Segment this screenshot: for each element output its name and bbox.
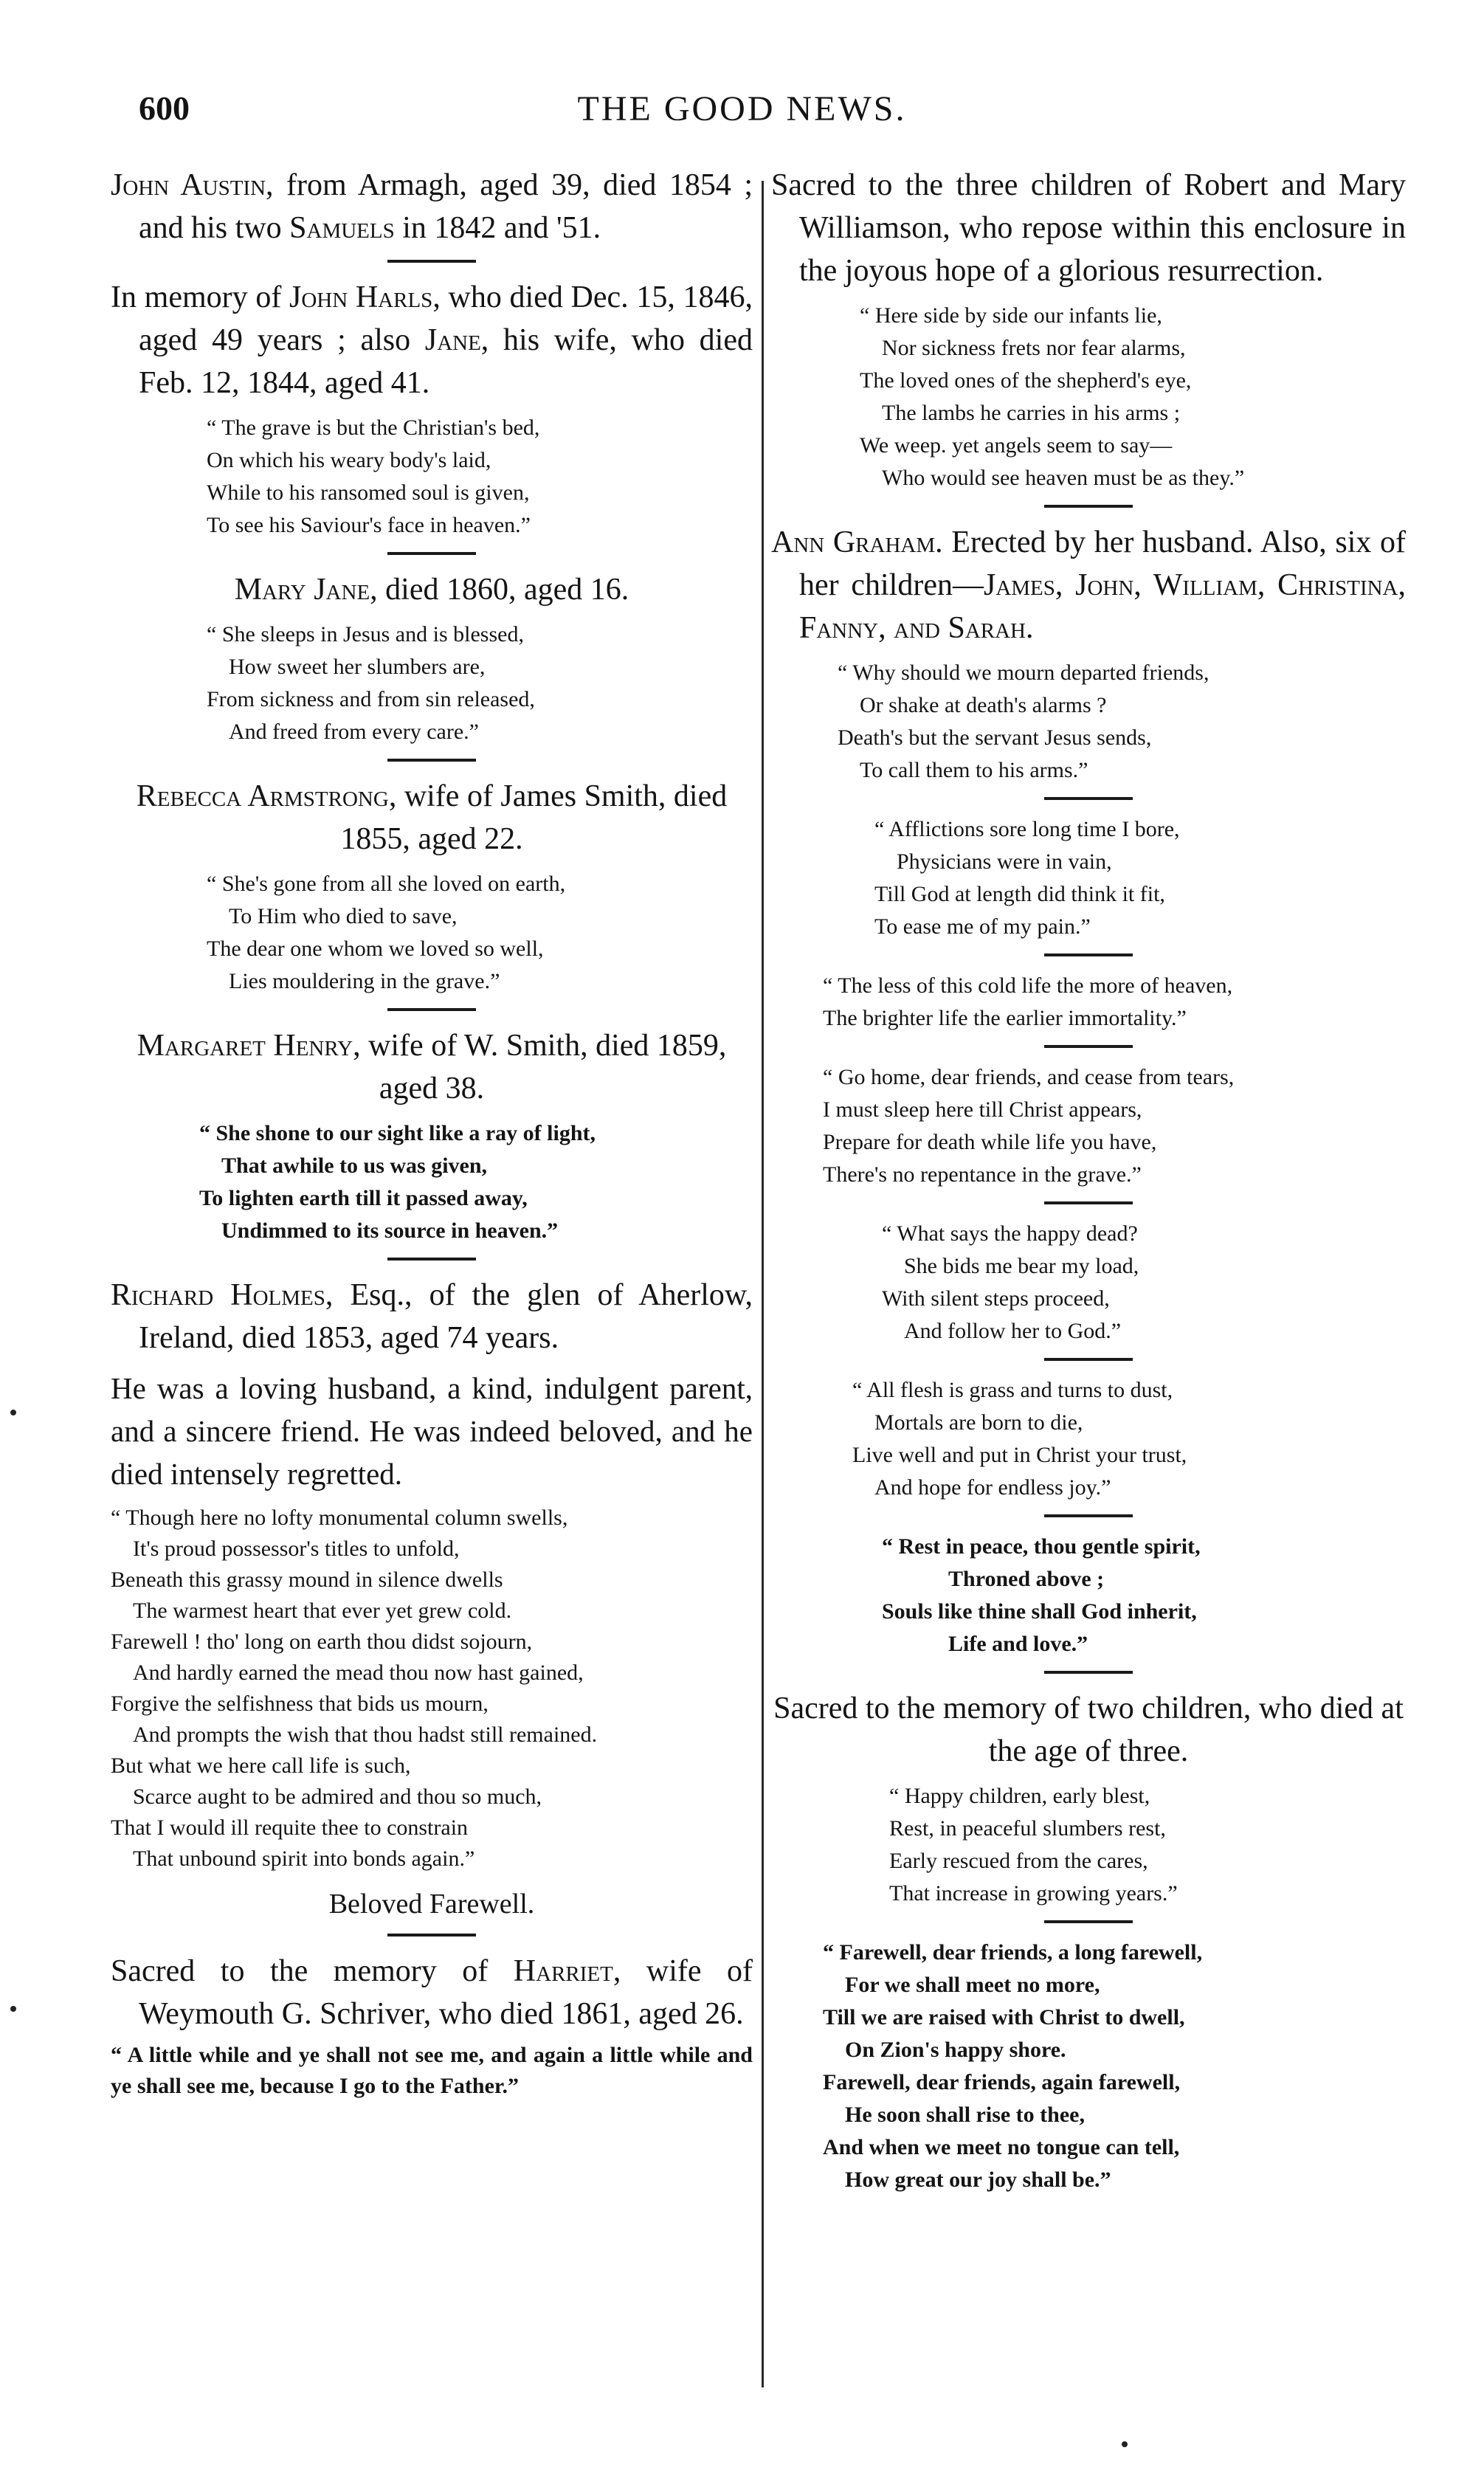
verse-all-flesh: “ All flesh is grass and turns to dust, Mortals are born to die, Live well and put in Christ your trust, And hope for endless joy.”	[852, 1378, 1187, 1500]
separator-rule	[387, 552, 476, 555]
entry-ann-graham: Ann Graham. Erected by her husband. Also, six of her children—James, John, William, Christina, Fanny, and Sarah.	[771, 525, 1406, 645]
entry-john-austin: John Austin, from Armagh, aged 39, died 1854 ; and his two Samuels in 1842 and '51.	[111, 168, 753, 245]
verse-richard-holmes: “ Though here no lofty monumental column swells, It's proud possessor's titles to unfold, Beneath this grassy mound in silence dwells The warmest heart that ever yet grew cold. Farewell ! tho' long on earth thou didst sojourn, And hardly earned the mead thou now hast gained, Forgive the selfishness that bids us mourn, And prompts the wish that thou hadst still remained. But what we here call life is such, Scarce aught to be admired and thou so much, That I would ill requite thee to constrain That unbound spirit into bonds again.”	[111, 1506, 598, 1871]
entry-john-harls: In memory of John Harls, who died Dec. 15, 1846, aged 49 years ; also Jane, his wife, who died Feb. 12, 1844, aged 41.	[111, 280, 753, 400]
section-title-beloved-farewell: Beloved Farewell.	[328, 1889, 535, 1920]
separator-rule	[1044, 1358, 1133, 1361]
tribute-paragraph: He was a loving husband, a kind, indulgent parent, and a sincere friend. He was indeed beloved, and he died intensely regretted.	[111, 1371, 753, 1491]
separator-rule	[1044, 953, 1133, 956]
margin-speck	[10, 2006, 16, 2012]
entry-richard-holmes: Richard Holmes, Esq., of the glen of Aherlow, Ireland, died 1853, aged 74 years.	[111, 1278, 753, 1355]
left-column	[111, 164, 753, 2106]
separator-rule	[1044, 1201, 1133, 1204]
entry-margaret-henry: Margaret Henry, wife of W. Smith, died 1859, aged 38.	[137, 1029, 727, 1106]
verse-afflictions: “ Afflictions sore long time I bore, Physicians were in vain, Till God at length did think it fit, To ease me of my pain.”	[874, 817, 1180, 939]
right-column	[771, 164, 1406, 2201]
separator-rule	[1044, 1514, 1133, 1517]
entry-two-children: Sacred to the memory of two children, who died at the age of three.	[773, 1691, 1404, 1768]
entry-williamson-children: Sacred to the three children of Robert and Mary Williamson, who repose within this enclosure in the joyous hope of a glorious resurrection.	[771, 168, 1406, 288]
separator-rule	[1044, 505, 1133, 508]
quote-harriet: “ A little while and ye shall not see me, and again a little while and ye shall see me, because I go to the Father.”	[111, 2043, 753, 2098]
verse-williamson: “ Here side by side our infants lie, Nor sickness frets nor fear alarms, The loved ones of the shepherd's eye, The lambs he carries in his arms ; We weep. yet angels seem to say— Who would see heaven must be as they.”	[860, 303, 1245, 490]
margin-speck	[10, 1410, 16, 1415]
running-title: THE GOOD NEWS.	[577, 89, 907, 128]
separator-rule	[387, 260, 476, 263]
verse-rebecca-armstrong: “ She's gone from all she loved on earth, To Him who died to save, The dear one whom we loved so well, Lies mouldering in the grave.”	[207, 872, 566, 993]
verse-john-harls: “ The grave is but the Christian's bed, On which his weary body's laid, While to his ransomed soul is given, To see his Saviour's face in heaven.”	[207, 415, 540, 537]
separator-rule	[387, 1934, 476, 1937]
page-header	[0, 89, 1484, 148]
margin-speck	[1122, 2441, 1128, 2447]
verse-ann-graham: “ Why should we mourn departed friends, Or shake at death's alarms ? Death's but the servant Jesus sends, To call them to his arms.”	[838, 661, 1209, 782]
entry-mary-jane: Mary Jane, died 1860, aged 16.	[234, 573, 629, 607]
separator-rule	[1044, 1920, 1133, 1923]
verse-cold-life: “ The less of this cold life the more of heaven, The brighter life the earlier immortality.”	[823, 973, 1233, 1030]
separator-rule	[387, 759, 476, 762]
separator-rule	[1044, 797, 1133, 800]
verse-margaret-henry: “ She shone to our sight like a ray of light, That awhile to us was given, To lighten earth till it passed away, Undimmed to its source in heaven.”	[199, 1121, 596, 1243]
entry-harriet: Sacred to the memory of Harriet, wife of Weymouth G. Schriver, who died 1861, aged 26.	[111, 1954, 753, 2031]
separator-rule	[387, 1258, 476, 1260]
separator-rule	[1044, 1671, 1133, 1674]
verse-happy-children: “ Happy children, early blest, Rest, in peaceful slumbers rest, Early rescued from the cares, That increase in growing years.”	[889, 1784, 1178, 1906]
entry-rebecca-armstrong: Rebecca Armstrong, wife of James Smith, died 1855, aged 22.	[136, 779, 728, 856]
verse-rest-in-peace: “ Rest in peace, thou gentle spirit, Throned above ; Souls like thine shall God inherit, Life and love.”	[882, 1534, 1201, 1656]
page-number: 600	[139, 89, 190, 127]
verse-mary-jane: “ She sleeps in Jesus and is blessed, How sweet her slumbers are, From sickness and from sin released, And freed from every care.”	[207, 622, 535, 744]
verse-go-home: “ Go home, dear friends, and cease from tears, I must sleep here till Christ appears, Prepare for death while life you have, There's no repentance in the grave.”	[823, 1065, 1235, 1187]
separator-rule	[1044, 1045, 1133, 1048]
verse-happy-dead: “ What says the happy dead? She bids me bear my load, With silent steps proceed, And follow her to God.”	[882, 1221, 1139, 1343]
column-divider	[762, 181, 764, 2387]
separator-rule	[387, 1008, 476, 1011]
verse-farewell-dear-friends: “ Farewell, dear friends, a long farewell, For we shall meet no more, Till we are raised with Christ to dwell, On Zion's happy shore. Farewell, dear friends, again farewell, He soon shall rise to thee, And when we meet no tongue can tell, How great our joy shall be.”	[823, 1940, 1203, 2192]
